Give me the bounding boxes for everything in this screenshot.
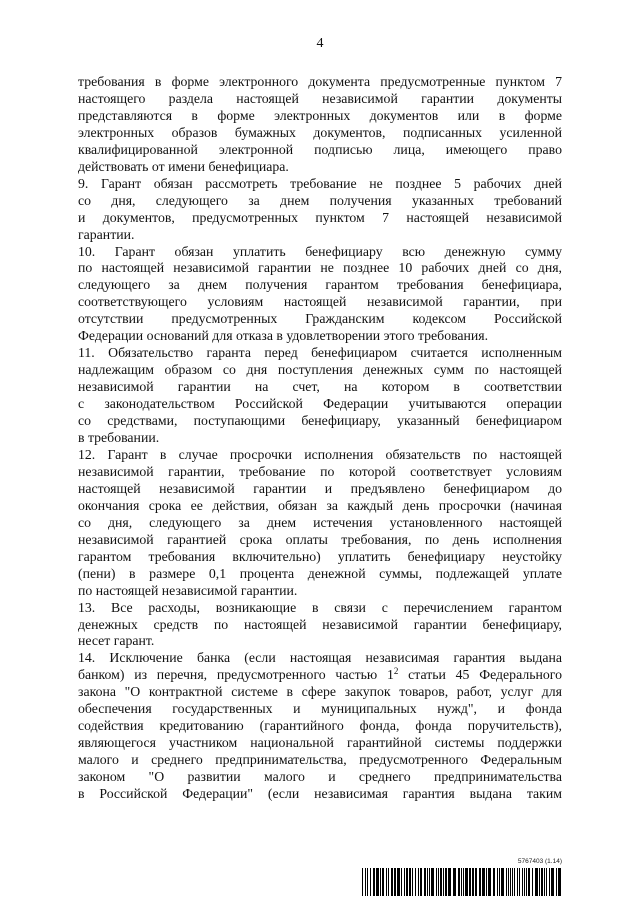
text-line: 12. Гарант в случае просрочки исполнения обязательств по настоящей (78, 446, 562, 462)
text-line: несет гарант. (78, 633, 155, 649)
paragraph-11 (78, 345, 562, 447)
text-line: настоящей независимой гарантии и предъявлено бенефициаром до (78, 480, 562, 496)
page-number: 4 (316, 36, 324, 51)
text-line: денежных средств по настоящей независимой гарантии бенефициару, (78, 616, 562, 632)
text-line: настоящего раздела настоящей независимой гарантии документы (78, 90, 562, 106)
superscript: 2 (393, 666, 399, 677)
text-line: малого и среднего предпринимательства, предусмотренного Федеральным (78, 752, 562, 768)
text-line: 13. Все расходы, возникающие в связи с перечислением гарантом (78, 599, 562, 615)
document-body (78, 74, 562, 803)
text-line: 11. Обязательство гаранта перед бенефициаром считается исполненным (78, 345, 562, 361)
text-line: (пени) в размере 0,1 процента денежной суммы, подлежащей уплате (78, 565, 562, 581)
text-line: со дня, следующего за днем истечения установленного настоящей (78, 514, 562, 530)
text-line: с законодательством Российской Федерации учитываются операции (78, 396, 562, 412)
text-line: со средствами, поступающими бенефициару, указанный бенефициаром (78, 413, 562, 429)
text-line: 10. Гарант обязан уплатить бенефициару всю денежную сумму (78, 243, 562, 259)
text-line: электронных образов бумажных документов, подписанных усиленной (78, 124, 562, 140)
barcode (362, 858, 562, 898)
text-line: соответствующего условиям настоящей независимой гарантии, при (78, 294, 562, 310)
text-line: являющегося участником национальной гарантийной системы поддержки (78, 735, 562, 751)
text-line: 14. Исключение банка (если настоящая независимая гарантия выдана (78, 650, 562, 666)
barcode-label: 5767403 (1.14) (517, 858, 562, 865)
text-line: и документов, предусмотренных пунктом 7 настоящей независимой (78, 209, 562, 225)
text-line: Федерации оснований для отказа в удовлетворении этого требования. (78, 328, 489, 344)
text-line: действовать от имени бенефициара. (78, 158, 289, 174)
text-line: отсутствии предусмотренных Гражданским кодексом Российской (78, 311, 562, 327)
text-line: независимой гарантии на счет, на котором в соответствии (78, 379, 562, 395)
text-line: требования в форме электронного документа предусмотренные пунктом 7 (78, 74, 562, 89)
paragraph-13 (78, 600, 562, 651)
barcode-icon (362, 868, 562, 896)
text-line: в Российской Федерации" (если независимая гарантия выдана таким (78, 786, 562, 802)
text-fragment: банком) из перечня, предусмотренного частью 1 (78, 667, 394, 683)
paragraph-12 (78, 447, 562, 600)
paragraph-10 (78, 244, 562, 346)
text-line: гарантом требования включительно) уплатить бенефициару неустойку (78, 548, 562, 564)
text-line: закона "О контрактной системе в сфере закупок товаров, работ, услуг для (78, 684, 562, 700)
text-line: по настоящей независимой гарантии. (78, 582, 298, 598)
text-line: квалифицированной электронной подписью лица, имеющего право (78, 141, 562, 157)
paragraph-14 (78, 650, 562, 803)
paragraph-9 (78, 176, 562, 244)
text-line: со дня, следующего за днем получения указанных требований (78, 192, 562, 208)
text-line: обеспечения государственных и муниципальных нужд", и фонда (78, 701, 562, 717)
text-line: независимой гарантией срока оплаты требования, по день исполнения (78, 531, 562, 547)
text-line: законом "О развитии малого и среднего предпринимательства (78, 769, 562, 785)
paragraph-continuation (78, 74, 562, 176)
text-line: надлежащим образом со дня поступления денежных сумм по настоящей (78, 362, 562, 378)
text-line: содействия кредитованию (гарантийного фонда, фонда поручительств), (78, 718, 562, 734)
text-fragment: статьи 45 Федерального (398, 667, 562, 683)
text-line: гарантии. (78, 226, 135, 242)
text-line: окончания срока ее действия, обязан за каждый день просрочки (начиная (78, 497, 562, 513)
text-line: независимой гарантии, требование по которой соответствует условиям (78, 463, 562, 479)
text-line: следующего за днем получения гарантом требования бенефициара, (78, 277, 562, 293)
text-line: представляются в форме электронных документов или в форме (78, 107, 562, 123)
text-line: 9. Гарант обязан рассмотреть требование не позднее 5 рабочих дней (78, 175, 562, 191)
text-line: в требовании. (78, 430, 160, 446)
text-line: по настоящей независимой гарантии не позднее 10 рабочих дней со дня, (78, 260, 562, 276)
text-line-with-superscript (78, 667, 562, 684)
